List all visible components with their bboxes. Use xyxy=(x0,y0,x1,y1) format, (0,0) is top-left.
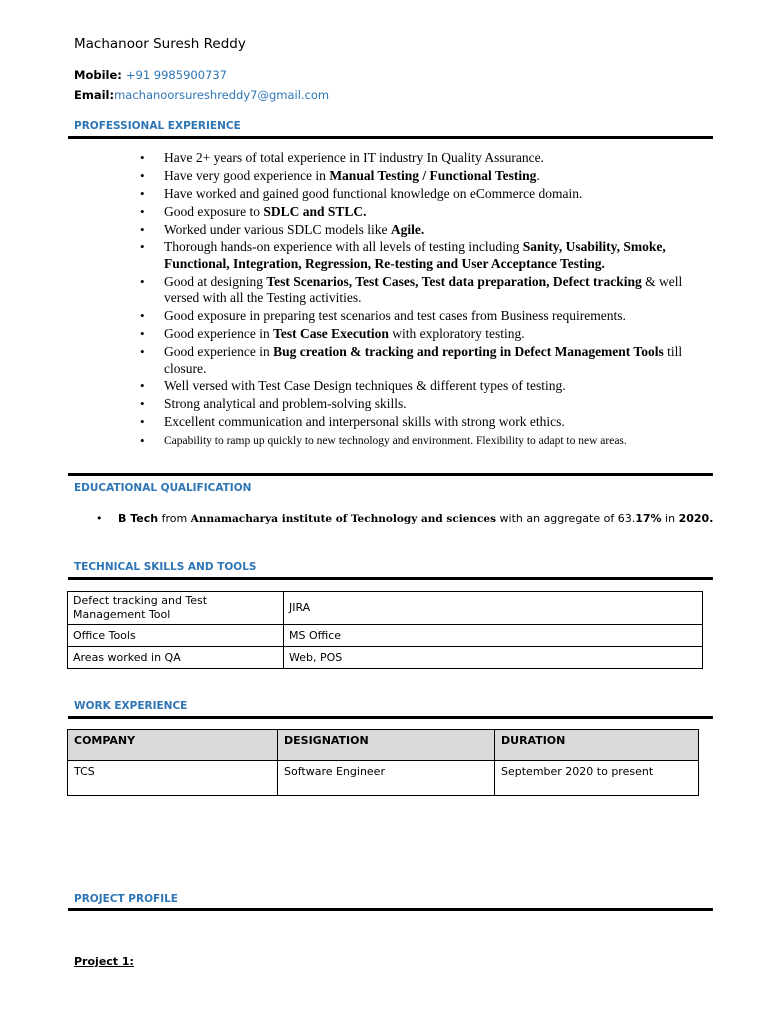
experience-item-text: . xyxy=(536,167,540,183)
experience-item xyxy=(140,414,720,431)
bullet-icon: • xyxy=(96,512,103,525)
skill-label: Defect tracking and Test Management Tool xyxy=(68,592,284,625)
professional-experience-heading: PROFESSIONAL EXPERIENCE xyxy=(74,120,241,132)
table-header-row xyxy=(68,730,699,761)
experience-item xyxy=(140,326,720,343)
edu-text: from xyxy=(158,512,191,525)
experience-item-highlight: Sanity, Usability, Smoke, Functional, Integration, Regression, Re-testing and User Acceptance Testing. xyxy=(164,239,666,271)
section-divider xyxy=(68,577,713,580)
column-header-duration: DURATION xyxy=(495,730,699,761)
experience-item-highlight: Test Case Execution xyxy=(273,326,389,342)
experience-item-text: Strong analytical and problem-solving skills. xyxy=(164,396,407,412)
experience-item xyxy=(140,308,720,325)
experience-item-text: Well versed with Test Case Design techniques & different types of testing. xyxy=(164,378,566,394)
mobile-label: Mobile: xyxy=(74,68,122,82)
column-header-company: COMPANY xyxy=(68,730,278,761)
skill-value: JIRA xyxy=(284,592,703,625)
experience-item xyxy=(140,239,720,272)
skills-table xyxy=(67,591,703,669)
duration-cell: September 2020 to present xyxy=(495,761,699,796)
section-divider xyxy=(68,716,713,719)
experience-item-text: Have very good experience in xyxy=(164,167,330,183)
edu-text: with an aggregate of 63. xyxy=(496,512,636,525)
experience-item-text: Have worked and gained good functional knowledge on eCommerce domain. xyxy=(164,185,583,201)
experience-item xyxy=(140,274,720,307)
skill-value: Web, POS xyxy=(284,647,703,669)
skill-label: Areas worked in QA xyxy=(68,647,284,669)
education-heading: EDUCATIONAL QUALIFICATION xyxy=(74,482,252,494)
email-link[interactable]: machanoorsureshreddy7@gmail.com xyxy=(114,88,330,102)
section-divider xyxy=(68,473,713,476)
experience-item xyxy=(140,222,720,239)
experience-item-text: Thorough hands-on experience with all levels of testing including xyxy=(164,239,523,255)
experience-item xyxy=(140,344,720,377)
skill-value: MS Office xyxy=(284,625,703,647)
mobile-value: +91 9985900737 xyxy=(125,68,227,82)
experience-item-text: Excellent communication and interpersonal skills with strong work ethics. xyxy=(164,414,565,430)
email-label: Email: xyxy=(74,88,115,102)
experience-item xyxy=(140,204,720,221)
candidate-name: Machanoor Suresh Reddy xyxy=(74,36,246,52)
experience-item-text: Good at designing xyxy=(164,273,267,289)
experience-list xyxy=(140,150,720,451)
experience-item-highlight: SDLC and STLC. xyxy=(263,203,367,219)
technical-skills-heading: TECHNICAL SKILLS AND TOOLS xyxy=(74,561,257,573)
experience-item-text: & well versed with all the Testing activities. xyxy=(164,273,683,306)
education-entry xyxy=(96,512,713,525)
table-row xyxy=(68,761,699,796)
experience-item-highlight: Bug creation & tracking and reporting in Defect Management Tools xyxy=(273,344,664,360)
aggregate-percent: 17% xyxy=(635,512,662,525)
section-divider xyxy=(68,136,713,139)
project-profile-heading: PROJECT PROFILE xyxy=(74,893,178,905)
section-divider xyxy=(68,908,713,911)
experience-item xyxy=(140,433,720,450)
experience-item-highlight: Agile. xyxy=(390,221,425,237)
experience-item-text: Good exposure in preparing test scenarios and test cases from Business requirements. xyxy=(164,308,626,324)
designation-cell: Software Engineer xyxy=(278,761,495,796)
experience-item xyxy=(140,168,720,185)
work-experience-heading: WORK EXPERIENCE xyxy=(74,700,188,712)
experience-item xyxy=(140,378,720,395)
experience-item-text: Capability to ramp up quickly to new technology and environment. Flexibility to adapt to new areas. xyxy=(164,434,627,447)
column-header-designation: DESIGNATION xyxy=(278,730,495,761)
experience-item-text: Worked under various SDLC models like xyxy=(164,221,391,237)
company-cell: TCS xyxy=(68,761,278,796)
experience-item-text: Good experience in xyxy=(164,344,274,360)
graduation-year: 2020. xyxy=(678,512,714,525)
email-line xyxy=(74,88,329,102)
experience-item-text: Good exposure to xyxy=(164,203,264,219)
edu-text: in xyxy=(661,512,679,525)
experience-item-highlight: Test Scenarios, Test Cases, Test data preparation, Defect tracking xyxy=(266,273,642,289)
experience-item-text: with exploratory testing. xyxy=(388,326,525,342)
degree: B Tech xyxy=(118,512,159,525)
experience-item-text: Have 2+ years of total experience in IT industry In Quality Assurance. xyxy=(164,150,544,165)
table-row xyxy=(68,625,703,647)
mobile-line xyxy=(74,68,227,82)
experience-item xyxy=(140,186,720,203)
skill-label: Office Tools xyxy=(68,625,284,647)
experience-item xyxy=(140,150,720,167)
table-row xyxy=(68,647,703,669)
project-label: Project 1: xyxy=(74,955,134,968)
experience-item-text: Good experience in xyxy=(164,326,274,342)
institute-name: Annamacharya institute of Technology and sciences xyxy=(190,513,497,525)
table-row xyxy=(68,592,703,625)
work-table xyxy=(67,729,699,796)
experience-item-text: till closure. xyxy=(164,344,683,376)
experience-item xyxy=(140,396,720,413)
experience-item-highlight: Manual Testing / Functional Testing xyxy=(329,167,537,183)
